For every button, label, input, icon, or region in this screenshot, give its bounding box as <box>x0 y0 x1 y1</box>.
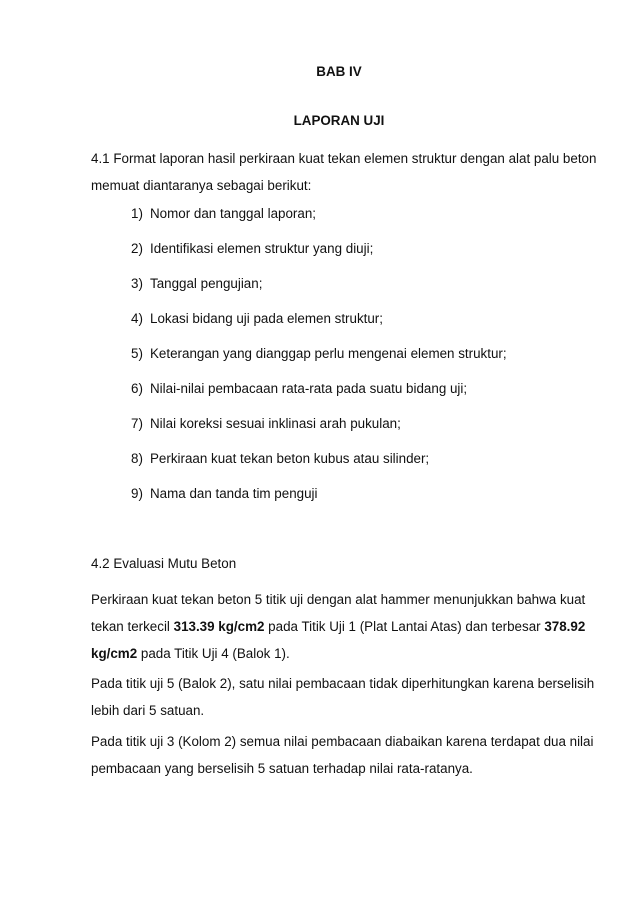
list-text: Lokasi bidang uji pada elemen struktur; <box>150 311 383 326</box>
list-text: Nilai-nilai pembacaan rata-rata pada suatu bidang uji; <box>150 381 468 396</box>
list-item <box>131 206 316 222</box>
list-text: Perkiraan kuat tekan beton kubus atau silinder; <box>150 451 430 466</box>
text-line: 4.1 Format laporan hasil perkiraan kuat tekan elemen struktur dengan alat palu beton <box>91 151 597 166</box>
list-number: 1) <box>131 206 143 221</box>
text-line <box>91 613 591 640</box>
list-number: 4) <box>131 311 143 326</box>
list-number: 3) <box>131 276 143 291</box>
list-number: 5) <box>131 346 143 361</box>
min-strength-value: 313.39 kg/cm2 <box>173 619 265 634</box>
text-line: Pada titik uji 5 (Balok 2), satu nilai pembacaan tidak diperhitungkan karena berselisih <box>91 676 595 691</box>
text-line: lebih dari 5 satuan. <box>91 703 205 718</box>
chapter-number: BAB IV <box>316 64 362 79</box>
evaluation-paragraph-3 <box>91 728 594 782</box>
text-run: pada Titik Uji 4 (Balok 1). <box>137 646 290 661</box>
section-4-1-intro <box>91 145 597 199</box>
section-4-2-heading: 4.2 Evaluasi Mutu Beton <box>91 556 237 571</box>
list-number: 9) <box>131 486 143 501</box>
text-line: pembacaan yang berselisih 5 satuan terhadap nilai rata-ratanya. <box>91 761 473 776</box>
text-run: tekan terkecil <box>91 619 174 634</box>
list-item <box>131 311 383 327</box>
list-item <box>131 346 507 362</box>
text-line: Perkiraan kuat tekan beton 5 titik uji dengan alat hammer menunjukkan bahwa kuat <box>91 592 586 607</box>
list-item <box>131 381 467 397</box>
text-line <box>91 640 591 667</box>
list-number: 8) <box>131 451 143 466</box>
list-text: Keterangan yang dianggap perlu mengenai elemen struktur; <box>150 346 507 361</box>
list-number: 7) <box>131 416 143 431</box>
list-item <box>131 416 401 432</box>
list-item <box>131 241 373 257</box>
list-item <box>131 486 318 502</box>
list-item <box>131 276 262 292</box>
list-text: Identifikasi elemen struktur yang diuji; <box>150 241 374 256</box>
chapter-title: LAPORAN UJI <box>293 113 385 128</box>
list-number: 2) <box>131 241 143 256</box>
list-item <box>131 451 429 467</box>
list-text: Nilai koreksi sesuai inklinasi arah pukulan; <box>150 416 401 431</box>
text-line: Pada titik uji 3 (Kolom 2) semua nilai pembacaan diabaikan karena terdapat dua nilai <box>91 734 594 749</box>
evaluation-paragraph-2 <box>91 670 595 724</box>
list-number: 6) <box>131 381 143 396</box>
max-strength-value: 378.92 <box>544 619 586 634</box>
text-run: pada Titik Uji 1 (Plat Lantai Atas) dan terbesar <box>264 619 545 634</box>
list-text: Nama dan tanda tim penguji <box>150 486 318 501</box>
max-strength-unit: kg/cm2 <box>91 646 138 661</box>
text-line: memuat diantaranya sebagai berikut: <box>91 178 312 193</box>
list-text: Tanggal pengujian; <box>150 276 263 291</box>
list-text: Nomor dan tanggal laporan; <box>150 206 317 221</box>
evaluation-paragraph-1 <box>91 586 591 667</box>
